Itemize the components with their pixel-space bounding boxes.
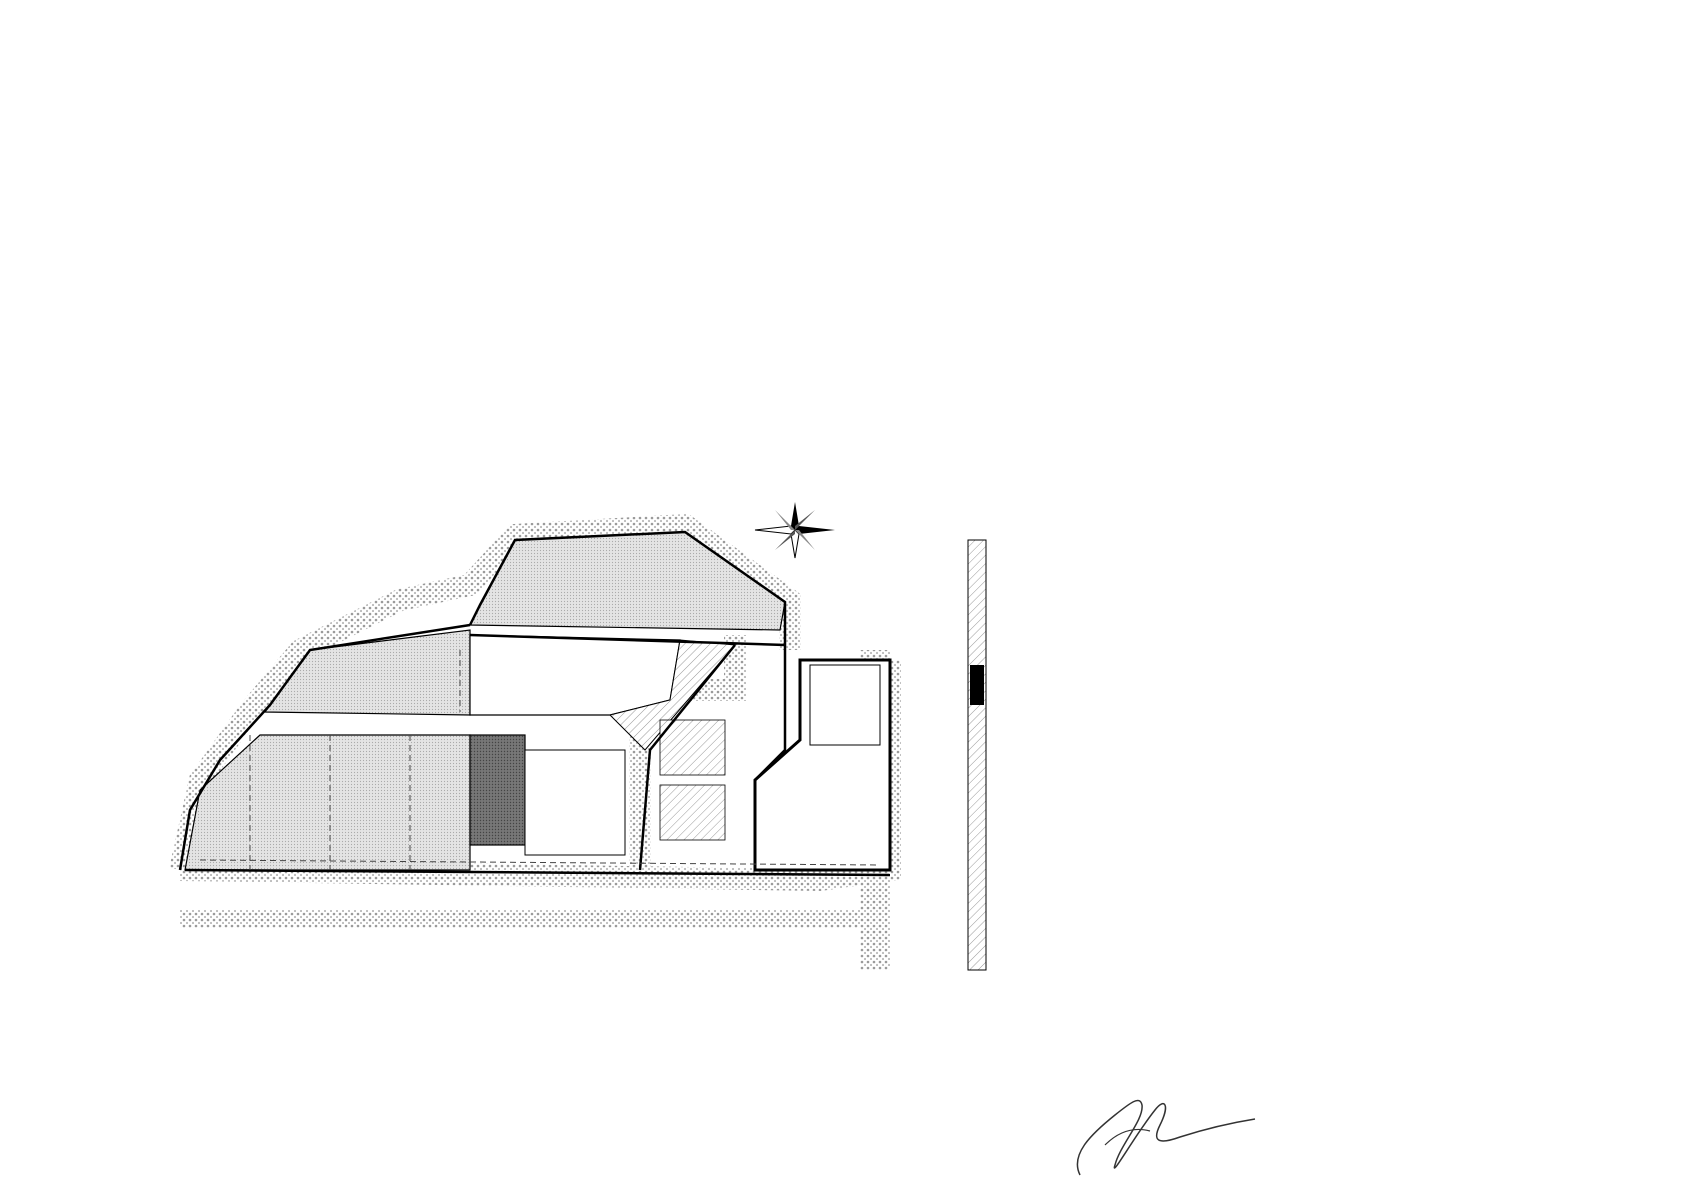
- parcel-1-1-area: [470, 735, 525, 845]
- parcel-1-area: [525, 750, 625, 855]
- kvartal-1-area: [470, 532, 785, 630]
- parcel-9-area: [810, 665, 880, 745]
- survey-plan: [140, 450, 1190, 1010]
- hatched-block: [660, 720, 725, 775]
- lower-dotted-band: [180, 910, 890, 928]
- north-arrow-icon: [755, 502, 835, 558]
- legend: [1178, 455, 1578, 990]
- hatched-block: [660, 785, 725, 840]
- koblova-street-area: [470, 635, 680, 715]
- right-boundary-mark: [970, 665, 984, 705]
- signature: [1060, 1075, 1260, 1185]
- right-boundary-bar: [968, 540, 986, 970]
